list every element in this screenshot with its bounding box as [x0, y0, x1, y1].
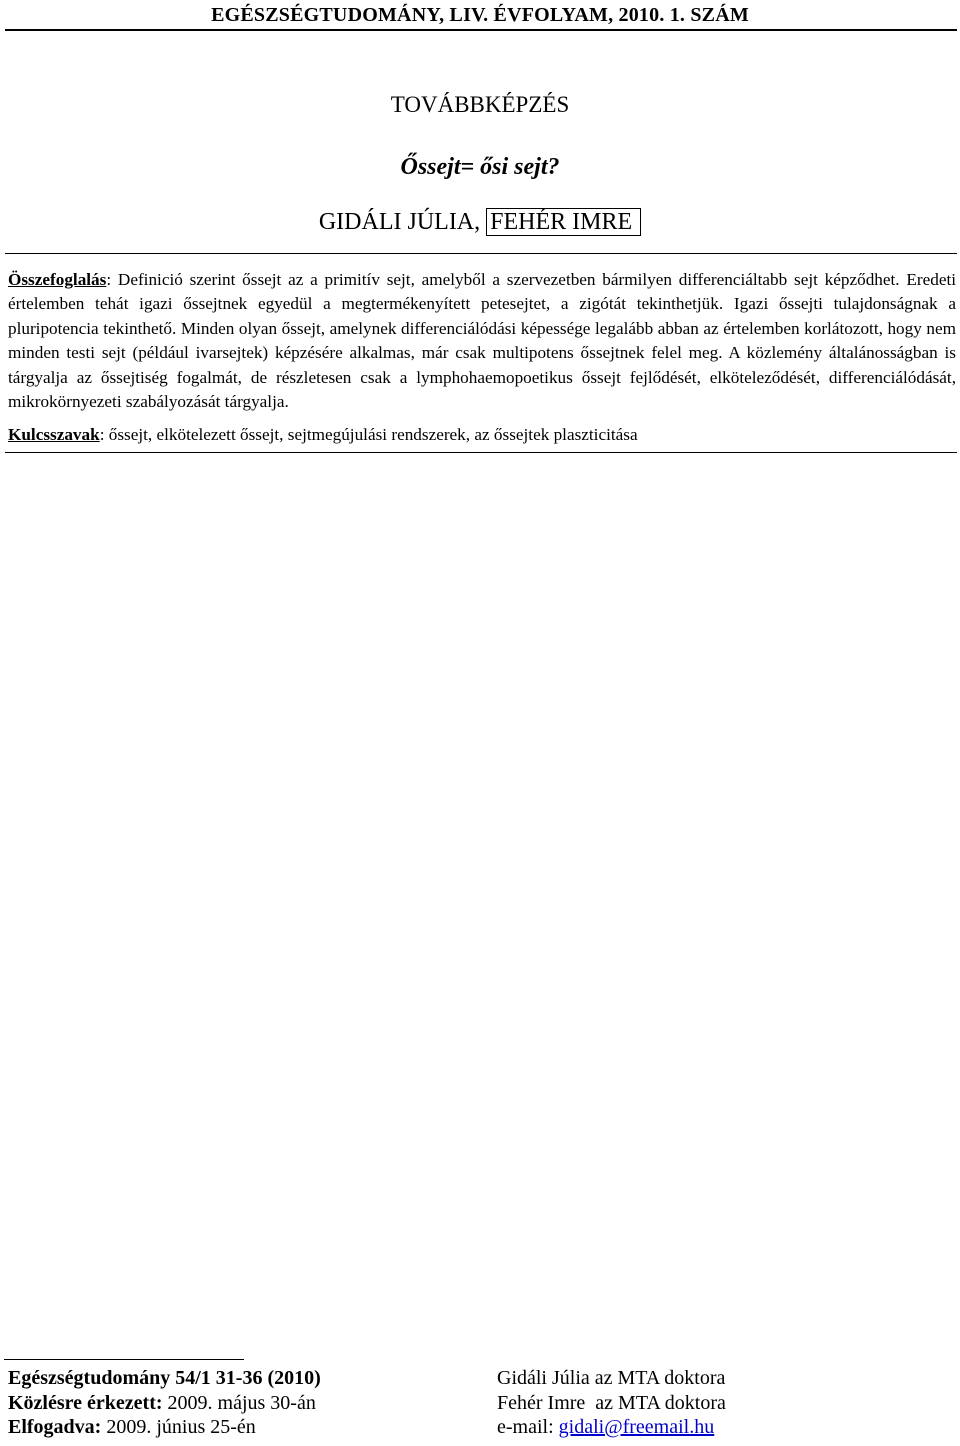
abstract-top-divider: [5, 253, 957, 254]
email-line: [497, 1415, 947, 1440]
author-note-gidali: Gidáli Júlia az MTA doktora: [497, 1367, 726, 1389]
journal-header: EGÉSZSÉGTUDOMÁNY, LIV. ÉVFOLYAM, 2010. 1. SZÁM: [211, 4, 749, 26]
author-gidali: GIDÁLI JÚLIA,: [318, 209, 481, 235]
abstract-text: Definició szerint őssejt az a primitív sejt, amelyből a szervezetben bármilyen differenciáltabb sejt képződhet. Eredeti értelemben tehát igazi őssejtnek egyedül a megtermékenyített petesejtet, a zigótát tekinthetjük. Igazi őssejti tulajdonságnak a pluripotencia tekinthető. Minden olyan őssejt, amelynek differenciálódási képessége legalább abban az értelemben korlátozott, hogy nem minden testi sejt (például ivarsejtek) képzésére alkalmas, már csak multipotens őssejtnek felel meg. A közlemény általánosságban is tárgyalja az őssejtiség fogalmát, de részletesen csak a lymphohaemopoetikus őssejt fejlődését, elköteleződését, differenciálódását, mikrokörnyezeti szabályozását tárgyalja.: [8, 270, 956, 412]
header-divider: [5, 29, 957, 31]
keywords-text: őssejt, elkötelezett őssejt, sejtmegújulási rendszerek, az őssejtek plaszticitása: [108, 425, 638, 444]
section-label: TOVÁBBKÉPZÉS: [390, 92, 570, 117]
citation: Egészségtudomány 54/1 31-36 (2010): [8, 1367, 321, 1389]
accepted-date: 2009. június 25-én: [106, 1416, 256, 1438]
abstract-bottom-divider: [5, 452, 957, 453]
author-info: [497, 1366, 947, 1440]
footnote-divider: [4, 1359, 244, 1360]
article-title: Őssejt= ősi sejt?: [400, 154, 560, 180]
accepted-label: Elfogadva:: [8, 1416, 102, 1438]
abstract-label: Összefoglalás: [8, 270, 107, 289]
publication-info: [8, 1366, 478, 1440]
keywords-paragraph: Kulcsszavak: őssejt, elkötelezett őssejt, sejtmegújulási rendszerek, az őssejtek plaszticitása: [8, 425, 638, 444]
received-date: 2009. május 30-án: [167, 1391, 316, 1414]
author-note-feher: Fehér Imre az MTA doktora: [497, 1391, 726, 1414]
email-label: e-mail:: [497, 1416, 554, 1438]
author-feher-boxed: FEHÉR IMRE: [486, 208, 641, 236]
received-label: Közlésre érkezett:: [8, 1391, 163, 1414]
author-line: [0, 209, 960, 236]
accepted-line: [8, 1415, 478, 1440]
keywords-label: Kulcsszavak: [8, 425, 100, 444]
abstract-paragraph: Összefoglalás: Definició szerint őssejt az a primitív sejt, amelyből a szervezetben bármilyen differenciáltabb sejt képződhet. Eredeti értelemben tehát igazi őssejtnek egyedül a megtermékenyített petesejtet, a zigótát tekinthetjük. Igazi őssejti tulajdonságnak a pluripotencia tekinthető. Minden olyan őssejt, amelynek differenciálódási képessége legalább abban az értelemben korlátozott, hogy nem minden testi sejt (például ivarsejtek) képzésére alkalmas, már csak multipotens őssejtnek felel meg. A közlemény általánosságban is tárgyalja az őssejtiség fogalmát, de részletesen csak a lymphohaemopoetikus őssejt fejlődését, elköteleződését, differenciálódását, mikrokörnyezeti szabályozását tárgyalja.: [8, 270, 956, 412]
received-line: [8, 1391, 478, 1416]
email-link[interactable]: gidali@freemail.hu: [558, 1416, 715, 1438]
